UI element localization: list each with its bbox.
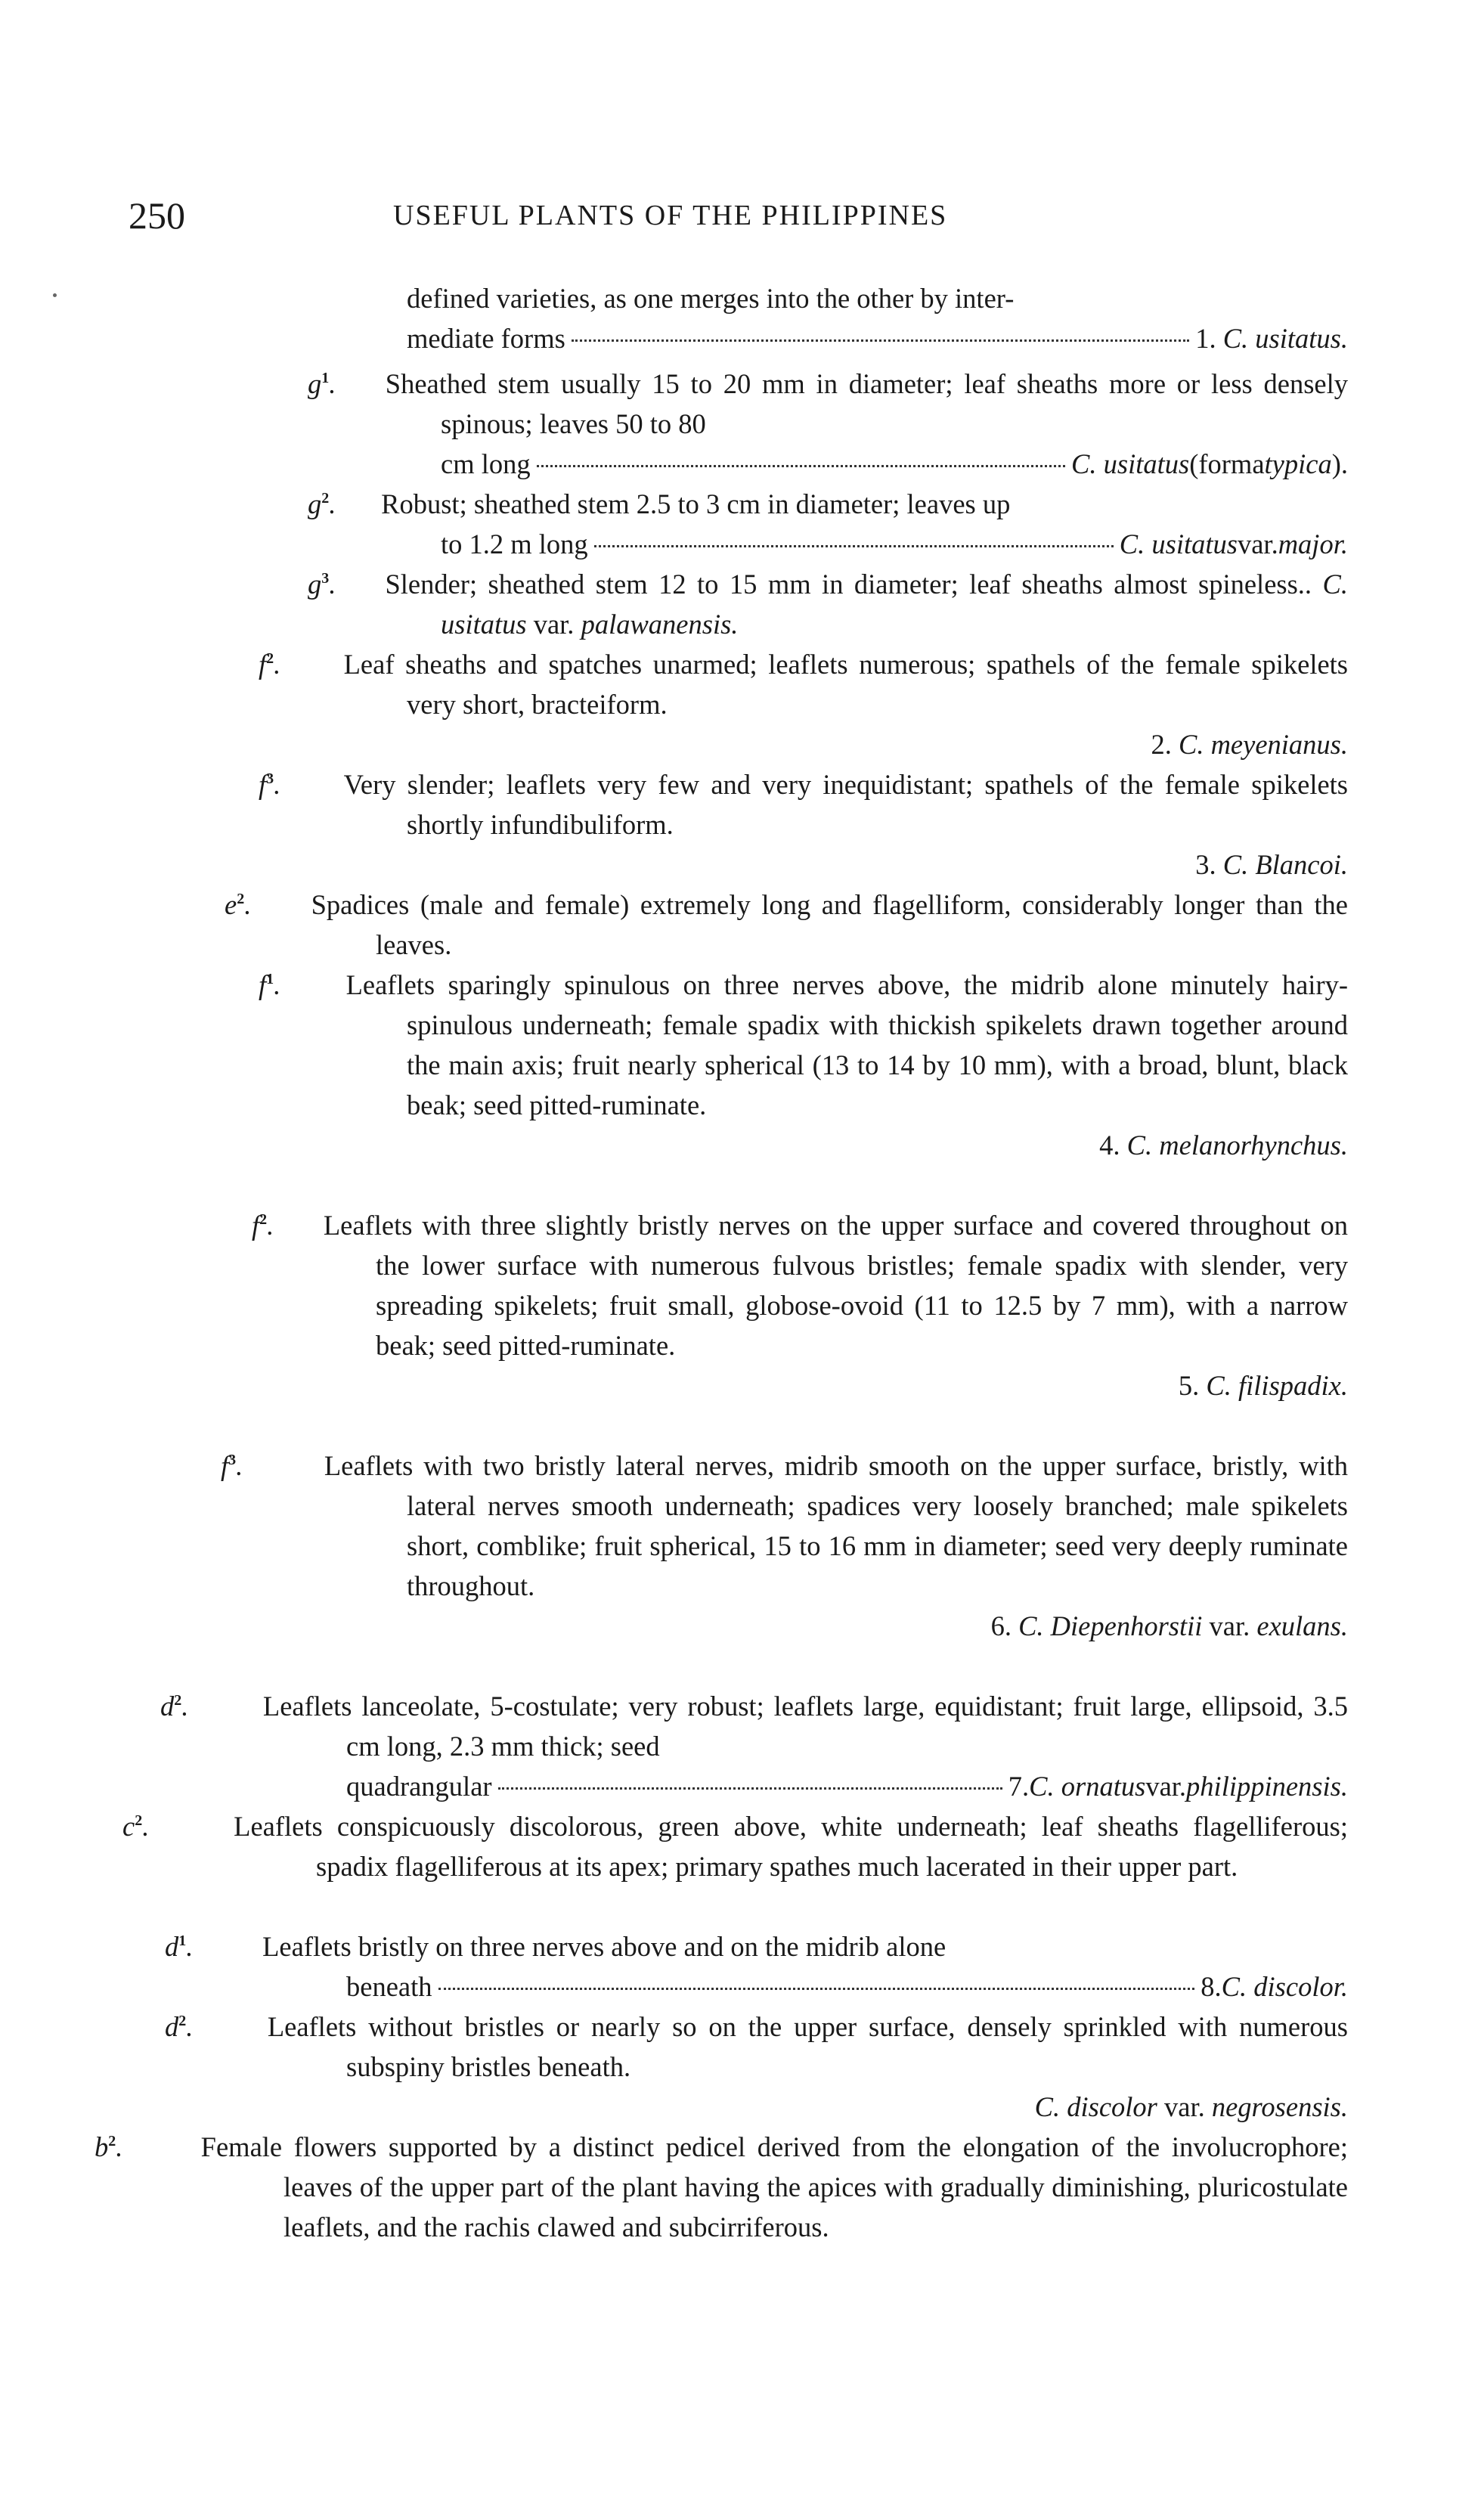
entry-text: Leaflets with three slightly bristly nerves on the upper surface and covered throughout on the lower surface with numerous fulvous bristles; female spadix with slender, very spreading spikelets; fruit small, globose-ovoid (11 to 12.5 by 7 mm), with a narrow beak; seed pitted-ruminate. [323, 1210, 1349, 1361]
entry-text: Robust; sheathed stem 2.5 to 3 cm in diameter; leaves up [381, 488, 1011, 519]
dot-leader [594, 545, 1114, 547]
running-header [129, 189, 1338, 242]
key-entry: $d^2$. Leaflets without bristles or nearly so on the upper surface, densely sprinkled with numerous subspiny bristles beneath. C. discolor var. negrosensis. [346, 2001, 1348, 2127]
dot-leader [572, 339, 1189, 342]
species-name: C. melanorhynchus. [1126, 1130, 1348, 1161]
key-entry: $b^2$. Female flowers supported by a distinct pedicel derived from the elongation of the involucrophore; leaves of the upper part of the plant having the apices with gradually diminishing, pluricostulate leaflets, and the rachis clawed and subcirriferous. [94, 2131, 1348, 2242]
key-entry: $d^2$. Leaflets lanceolate, 5-costulate; very robust; leaflets large, equidistant; fruit large, ellipsoid, 3.5 cm long, 2.3 mm thick; seed quadrangular 7. C. ornatus var. philippinensis. [346, 1681, 1348, 1806]
key-entry: $d^1$. Leaflets bristly on three nerves above and on the midrib alone beneath 8. C. discolor. [346, 1921, 1348, 2007]
dot-leader [498, 1787, 1002, 1790]
species-name: C. discolor [1034, 2091, 1157, 2122]
key-entry: $g^3$. Slender; sheathed stem 12 to 15 mm in diameter; leaf sheaths almost spineless.. C. usitatus var. palawanensis. [308, 569, 1348, 640]
entry-result: 2. C. meyenianus. [1151, 729, 1348, 760]
key-entry: $f^1$. Leaflets sparingly spinulous on three nerves above, the midrib alone minutely hairy-spinulous underneath; female spadix with thickish spikelets drawn together around the main axis; fruit nearly spherical (13 to 14 by 10 mm), with a broad, blunt, black beak; seed pitted-ruminate. 4. C. melanorhynchus. [407, 959, 1348, 1165]
key-entry: $e^2$. Spadices (male and female) extremely long and flagelliform, considerably longer than the leaves. [225, 889, 1348, 960]
entry-text: Leaflets lanceolate, 5-costulate; very robust; leaflets large, equidistant; fruit large, ellipsoid, 3.5 cm long, 2.3 mm thick; seed [262, 1691, 1348, 1762]
entry-result: 6. C. Diepenhorstii var. exulans. [990, 1610, 1348, 1641]
entry-result: 5. C. filispadix. [1178, 1370, 1348, 1401]
species-name: C. Blancoi. [1222, 849, 1348, 880]
entry-text: Sheathed stem usually 15 to 20 mm in diameter; leaf sheaths more or less densely spinous; leaves 50 to 80 [385, 368, 1349, 439]
page-number: 250 [129, 194, 185, 237]
entry-text: Leaf sheaths and spatches unarmed; leaflets numerous; spathels of the female spikelets very short, bracteiform. [343, 649, 1349, 720]
species-name: C. usitatus [1119, 528, 1238, 559]
entry-text: Female flowers supported by a distinct pedicel derived from the elongation of the involucrophore; leaves of the upper part of the plant having the apices with gradually diminishing, pluricostulate leaflets, and the rachis clawed and subcirriferous. [200, 2131, 1348, 2242]
species-name: C. usitatus. [1222, 323, 1348, 354]
species-name: C. discolor. [1221, 1971, 1348, 2002]
species-name: C. Diepenhorstii [1018, 1610, 1203, 1641]
entry-result: cm long C. usitatus (forma typica ). [441, 444, 1348, 484]
entry-result: mediate forms 1. C. usitatus. [407, 318, 1348, 358]
key-entry: $c^2$. Leaflets conspicuously discolorous, green above, white underneath; leaf sheaths flagelliferous; spadix flagelliferous at its apex; primary spathes much lacerated in their upper part. [122, 1811, 1349, 1882]
species-name: C. filispadix. [1206, 1370, 1348, 1401]
entry-result: beneath 8. C. discolor. [346, 1967, 1348, 2007]
entry-text: Leaflets without bristles or nearly so on the upper surface, densely sprinkled with numerous subspiny bristles beneath. [267, 2011, 1348, 2082]
key-entry: $f^3$. Very slender; leaflets very few and very inequidistant; spathels of the female spikelets shortly infundibuliform. 3. C. Blancoi. [407, 759, 1348, 885]
key-entry: $f^2$. Leaf sheaths and spatches unarmed; leaflets numerous; spathels of the female spikelets very short, bracteiform. 2. C. meyenianus. [407, 639, 1348, 764]
entry-text: Leaflets sparingly spinulous on three nerves above, the midrib alone minutely hairy-spinulous underneath; female spadix with thickish spikelets drawn together around the main axis; fruit nearly spherical (13 to 14 by 10 mm), with a broad, blunt, black beak; seed pitted-ruminate. [345, 969, 1349, 1120]
key-entry: $f^3$. Leaflets with two bristly lateral nerves, midrib smooth on the upper surface, bristly, with lateral nerves smooth underneath; spadices very loosely branched; male spikelets short, comblike; fruit spherical, 15 to 16 mm in diameter; seed very deeply ruminate throughout. 6. C. Diepenhorstii var. exulans. [407, 1440, 1348, 1646]
entry-result: 4. C. melanorhynchus. [1099, 1130, 1348, 1161]
entry-result: quadrangular 7. C. ornatus var. philippinensis. [346, 1766, 1348, 1806]
entry-result: 3. C. Blancoi. [1195, 849, 1348, 880]
species-name: C. usitatus [441, 569, 1348, 640]
dot-leader [537, 465, 1065, 467]
key-entry: $f^2$. Leaflets with three slightly bristly nerves on the upper surface and covered throughout on the lower surface with numerous fulvous bristles; female spadix with slender, very spreading spikelets; fruit small, globose-ovoid (11 to 12.5 by 7 mm), with a narrow beak; seed pitted-ruminate. 5. C. filispadix. [376, 1200, 1348, 1406]
dot-leader [438, 1988, 1195, 1990]
scan-speck [53, 293, 57, 297]
entry-text: Slender; sheathed stem 12 to 15 mm in diameter; leaf sheaths almost spineless.. [385, 569, 1312, 600]
entry-result: C. discolor var. negrosensis. [1034, 2091, 1348, 2122]
key-entry [407, 278, 1348, 358]
species-name: C. usitatus [1071, 448, 1190, 479]
entry-text: defined varieties, as one merges into the other by inter- [407, 283, 1015, 314]
key-entry: $g^2$. Robust; sheathed stem 2.5 to 3 cm in diameter; leaves up to 1.2 m long C. usitatus var. major. [441, 479, 1348, 564]
entry-text: Leaflets bristly on three nerves above and on the midrib alone [262, 1931, 946, 1962]
entry-text: Spadices (male and female) extremely long and flagelliform, considerably longer than the leaves. [311, 889, 1348, 960]
key-entry: $g^1$. Sheathed stem usually 15 to 20 mm in diameter; leaf sheaths more or less densely spinous; leaves 50 to 80 cm long C. usitatus (forma typica ). [441, 358, 1348, 484]
entry-text: Very slender; leaflets very few and very inequidistant; spathels of the female spikelets shortly infundibuliform. [343, 769, 1349, 840]
running-title: USEFUL PLANTS OF THE PHILIPPINES [393, 200, 948, 231]
species-name: C. ornatus [1029, 1771, 1146, 1802]
entry-result: to 1.2 m long C. usitatus var. major. [441, 524, 1348, 564]
species-name: C. meyenianus. [1178, 729, 1348, 760]
entry-text: Leaflets conspicuously discolorous, green above, white underneath; leaf sheaths flagelliferous; spadix flagelliferous at its apex; primary spathes much lacerated in their upper part. [234, 1811, 1349, 1882]
entry-text: Leaflets with two bristly lateral nerves, midrib smooth on the upper surface, bristly, with lateral nerves smooth underneath; spadices very loosely branched; male spikelets short, comblike; fruit spherical, 15 to 16 mm in diameter; seed very deeply ruminate throughout. [324, 1450, 1349, 1601]
